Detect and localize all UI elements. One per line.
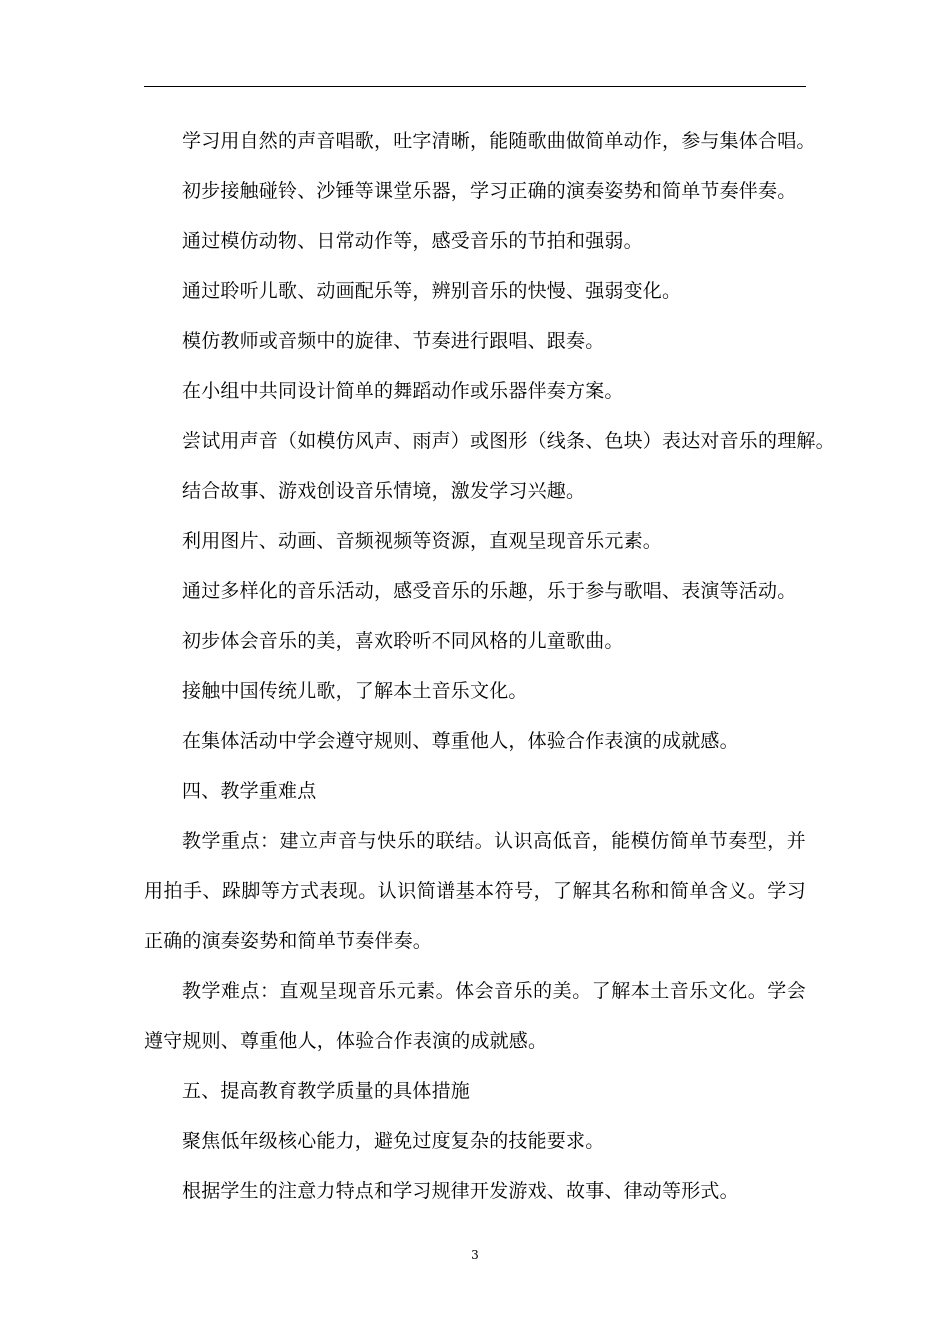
document-body bbox=[144, 116, 835, 1216]
section-heading: 五、提高教育教学质量的具体措施 bbox=[182, 1080, 471, 1102]
paragraph: 通过多样化的音乐活动，感受音乐的乐趣，乐于参与歌唱、表演等活动。 bbox=[182, 580, 797, 602]
paragraph: 结合故事、游戏创设音乐情境，激发学习兴趣。 bbox=[182, 480, 586, 502]
paragraph: 在小组中共同设计简单的舞蹈动作或乐器伴奏方案。 bbox=[182, 380, 624, 402]
paragraph: 利用图片、动画、音频视频等资源，直观呈现音乐元素。 bbox=[182, 530, 663, 552]
paragraph-difficult-points: 教学难点：直观呈现音乐元素。体会音乐的美。了解本土音乐文化。学会遵守规则、尊重他人，体验合作表演的成就感。 bbox=[144, 980, 806, 1052]
paragraph: 通过模仿动物、日常动作等，感受音乐的节拍和强弱。 bbox=[182, 230, 643, 252]
paragraph: 在集体活动中学会遵守规则、尊重他人，体验合作表演的成就感。 bbox=[182, 730, 739, 752]
page-number: 3 bbox=[471, 1248, 479, 1262]
paragraph: 学习用自然的声音唱歌，吐字清晰，能随歌曲做简单动作，参与集体合唱。 bbox=[182, 130, 816, 152]
paragraph: 通过聆听儿歌、动画配乐等，辨别音乐的快慢、强弱变化。 bbox=[182, 280, 682, 302]
paragraph: 接触中国传统儿歌，了解本土音乐文化。 bbox=[182, 680, 528, 702]
paragraph: 模仿教师或音频中的旋律、节奏进行跟唱、跟奏。 bbox=[182, 330, 605, 352]
paragraph: 尝试用声音（如模仿风声、雨声）或图形（线条、色块）表达对音乐的理解。 bbox=[182, 430, 835, 452]
section-heading: 四、教学重难点 bbox=[182, 780, 317, 802]
paragraph-key-points: 教学重点：建立声音与快乐的联结。认识高低音，能模仿简单节奏型，并用拍手、跺脚等方式表现。认识简谱基本符号，了解其名称和简单含义。学习正确的演奏姿势和简单节奏伴奏。 bbox=[144, 830, 806, 952]
header-rule bbox=[144, 86, 806, 87]
paragraph: 初步体会音乐的美，喜欢聆听不同风格的儿童歌曲。 bbox=[182, 630, 624, 652]
paragraph: 聚焦低年级核心能力，避免过度复杂的技能要求。 bbox=[182, 1130, 605, 1152]
paragraph: 初步接触碰铃、沙锤等课堂乐器，学习正确的演奏姿势和简单节奏伴奏。 bbox=[182, 180, 797, 202]
paragraph: 根据学生的注意力特点和学习规律开发游戏、故事、律动等形式。 bbox=[182, 1180, 739, 1202]
